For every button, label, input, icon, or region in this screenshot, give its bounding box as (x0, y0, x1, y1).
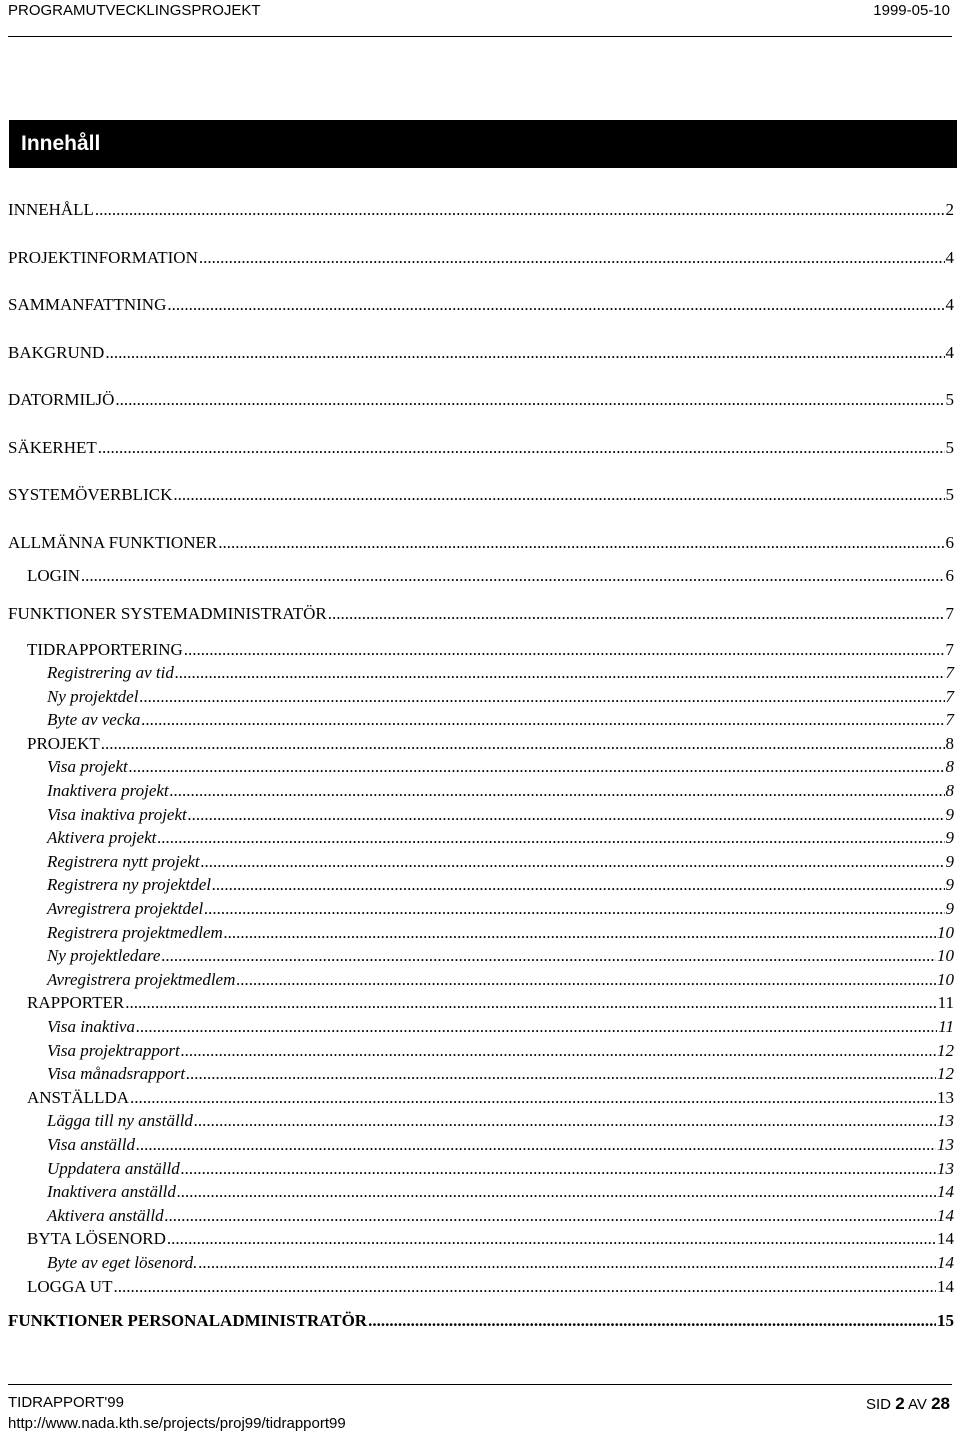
toc-entry-page: 13 (937, 1111, 954, 1131)
toc-entry-title: Registrera ny projektdel (47, 875, 211, 895)
toc-entry-page: 13 (937, 1087, 954, 1107)
toc-entry-inaktivera-projekt[interactable] (8, 781, 954, 805)
page-footer (8, 1384, 952, 1433)
toc-entry-inaktivera-anstalld[interactable] (8, 1182, 954, 1206)
toc-entry-tidrapportering[interactable] (8, 640, 954, 664)
toc-entry-avregistrera-projektdel[interactable] (8, 899, 954, 923)
toc-entry-title: Byte av eget lösenord. (47, 1252, 198, 1272)
toc-entry-bakgrund[interactable] (8, 343, 954, 391)
toc-entry-title: Visa inaktiva (47, 1017, 135, 1036)
toc-entry-title: Registrera nytt projekt (47, 851, 200, 871)
toc-entry-page: 10 (937, 969, 954, 989)
table-of-contents (8, 200, 954, 1358)
toc-entry-page: 11 (937, 993, 954, 1013)
toc-entry-aktivera-projekt[interactable] (8, 828, 954, 852)
toc-entry-title: SÄKERHET (8, 437, 97, 457)
toc-entry-title: Byte av vecka (47, 710, 141, 730)
toc-entry-login[interactable] (8, 566, 954, 604)
toc-entry-title: INNEHÅLL (8, 200, 94, 219)
toc-entry-title: Visa projekt (47, 757, 128, 777)
toc-entry-byta-losenord[interactable] (8, 1229, 954, 1253)
toc-entry-visa-anstalld[interactable] (8, 1135, 954, 1159)
toc-entry-registrera-nytt-projekt[interactable] (8, 852, 954, 876)
toc-entry-allmanna-funktioner[interactable] (8, 533, 954, 566)
toc-entry-visa-projektrapport[interactable] (8, 1041, 954, 1065)
toc-entry-title: FUNKTIONER PERSONALADMINISTRATÖR (8, 1310, 368, 1330)
toc-entry-title: Lägga till ny anställd (47, 1111, 193, 1131)
section-heading: Innehåll (21, 132, 101, 155)
toc-entry-title: LOGGA UT (27, 1276, 113, 1296)
toc-entry-page: 4 (945, 295, 954, 314)
toc-entry-title: DATORMILJÖ (8, 390, 115, 409)
toc-entry-visa-inaktiva-projekt[interactable] (8, 805, 954, 829)
toc-entry-title: LOGIN (27, 565, 80, 585)
toc-entry-datormiljo[interactable] (8, 390, 954, 438)
toc-entry-registrering-av-tid[interactable] (8, 663, 954, 687)
toc-entry-page: 2 (945, 200, 954, 219)
toc-entry-page: 14 (937, 1229, 954, 1249)
toc-entry-page: 9 (945, 899, 954, 919)
toc-entry-title: SAMMANFATTNING (8, 295, 167, 314)
toc-entry-title: FUNKTIONER SYSTEMADMINISTRATÖR (8, 603, 327, 623)
toc-entry-page: 7 (945, 639, 954, 659)
toc-entry-page: 7 (945, 603, 954, 623)
toc-entry-title: TIDRAPPORTERING (27, 639, 183, 659)
toc-entry-title: Visa månadsrapport (47, 1064, 186, 1084)
toc-entry-page: 5 (945, 390, 954, 409)
toc-entry-page: 8 (945, 733, 954, 753)
toc-entry-page: 5 (945, 437, 954, 457)
page-header (8, 0, 952, 37)
section-heading-banner (9, 120, 957, 168)
toc-entry-title: PROJEKT (27, 733, 100, 753)
toc-entry-rapporter[interactable] (8, 993, 954, 1017)
toc-entry-page: 6 (945, 532, 954, 552)
toc-entry-title: Uppdatera anställd (47, 1158, 180, 1178)
toc-entry-projektinformation[interactable] (8, 248, 954, 296)
toc-entry-byte-av-vecka[interactable] (8, 710, 954, 734)
toc-entry-page: 8 (945, 757, 954, 777)
toc-entry-title: Aktivera anställd (47, 1205, 164, 1225)
toc-entry-title: RAPPORTER (27, 993, 125, 1013)
toc-entry-avregistrera-projektmedlem[interactable] (8, 970, 954, 994)
toc-entry-page: 10 (937, 946, 954, 966)
toc-entry-page: 14 (937, 1182, 954, 1202)
toc-entry-page: 10 (937, 922, 954, 942)
toc-entry-page: 9 (945, 804, 954, 824)
toc-entry-registrera-projektmedlem[interactable] (8, 923, 954, 947)
toc-entry-title: Visa projektrapport (47, 1040, 180, 1060)
footer-of-label: AV (908, 1396, 927, 1413)
toc-entry-ny-projektdel[interactable] (8, 687, 954, 711)
toc-entry-uppdatera-anstalld[interactable] (8, 1159, 954, 1183)
toc-entry-page: 12 (937, 1040, 954, 1060)
toc-entry-title: Visa inaktiva projekt (47, 804, 187, 824)
toc-entry-byte-av-eget-losenord[interactable] (8, 1253, 954, 1277)
toc-entry-registrera-ny-projektdel[interactable] (8, 875, 954, 899)
toc-entry-page: 9 (945, 851, 954, 871)
toc-entry-page: 7 (945, 710, 954, 730)
toc-entry-title: Avregistrera projektmedlem (47, 969, 236, 989)
toc-entry-lagga-till-ny-anstalld[interactable] (8, 1111, 954, 1135)
toc-entry-page: 14 (937, 1252, 954, 1272)
toc-entry-page: 9 (945, 828, 954, 848)
toc-entry-page: 5 (945, 485, 954, 504)
toc-entry-title: PROJEKTINFORMATION (8, 247, 198, 267)
toc-entry-title: Aktivera projekt (47, 828, 157, 848)
toc-entry-title: Ny projektledare (47, 946, 161, 966)
toc-entry-visa-manadsrapport[interactable] (8, 1064, 954, 1088)
toc-entry-page: 11 (938, 1017, 954, 1036)
toc-entry-visa-projekt[interactable] (8, 757, 954, 781)
toc-entry-page: 15 (937, 1310, 954, 1330)
toc-entry-funktioner-personaladministrator[interactable] (8, 1311, 954, 1359)
toc-entry-page: 6 (945, 565, 954, 585)
toc-entry-ny-projektledare[interactable] (8, 946, 954, 970)
document-date: 1999-05-10 (873, 2, 950, 19)
footer-url[interactable]: http://www.nada.kth.se/projects/proj99/tidrapport99 (8, 1415, 346, 1432)
toc-entry-innehall[interactable] (8, 200, 954, 248)
toc-entry-title: Inaktivera projekt (47, 781, 169, 801)
toc-entry-page: 13 (937, 1158, 954, 1178)
toc-entry-page: 7 (945, 663, 954, 683)
toc-entry-page: 14 (937, 1276, 954, 1296)
toc-entry-logga-ut[interactable] (8, 1277, 954, 1311)
toc-entry-title: BYTA LÖSENORD (27, 1229, 166, 1249)
toc-entry-page: 12 (937, 1064, 954, 1084)
toc-entry-title: BAKGRUND (8, 342, 105, 362)
document-title: PROGRAMUTVECKLINGSPROJEKT (8, 2, 261, 19)
toc-entry-title: ANSTÄLLDA (27, 1087, 129, 1107)
footer-page-number: 2 (895, 1394, 905, 1413)
toc-entry-title: ALLMÄNNA FUNKTIONER (8, 532, 218, 552)
toc-entry-page: 14 (937, 1205, 954, 1225)
toc-entry-systemoverblick[interactable] (8, 485, 954, 533)
toc-entry-anstallda[interactable] (8, 1088, 954, 1112)
toc-entry-title: Registrering av tid (47, 663, 174, 683)
toc-entry-aktivera-anstalld[interactable] (8, 1206, 954, 1230)
toc-entry-page: 4 (945, 342, 954, 362)
toc-entry-page: 13 (937, 1134, 954, 1154)
toc-entry-page: 4 (945, 247, 954, 267)
footer-project-name: TIDRAPPORT'99 (8, 1394, 124, 1411)
toc-entry-page: 8 (945, 781, 954, 801)
toc-entry-page: 9 (945, 875, 954, 895)
toc-entry-title: Avregistrera projektdel (47, 899, 204, 919)
toc-entry-sakerhet[interactable] (8, 438, 954, 486)
toc-entry-projekt[interactable] (8, 734, 954, 758)
toc-entry-sammanfattning[interactable] (8, 295, 954, 343)
toc-entry-title: Registrera projektmedlem (47, 922, 223, 942)
toc-entry-funktioner-systemadministrator[interactable] (8, 604, 954, 640)
footer-page-indicator (866, 1394, 950, 1414)
footer-total-pages: 28 (931, 1394, 950, 1413)
toc-entry-page: 7 (945, 686, 954, 706)
toc-entry-title: Ny projektdel (47, 686, 139, 706)
toc-entry-title: SYSTEMÖVERBLICK (8, 485, 173, 504)
toc-entry-visa-inaktiva[interactable] (8, 1017, 954, 1041)
toc-entry-title: Inaktivera anställd (47, 1182, 176, 1202)
toc-entry-title: Visa anställd (47, 1134, 135, 1154)
footer-page-label: SID (866, 1396, 892, 1413)
